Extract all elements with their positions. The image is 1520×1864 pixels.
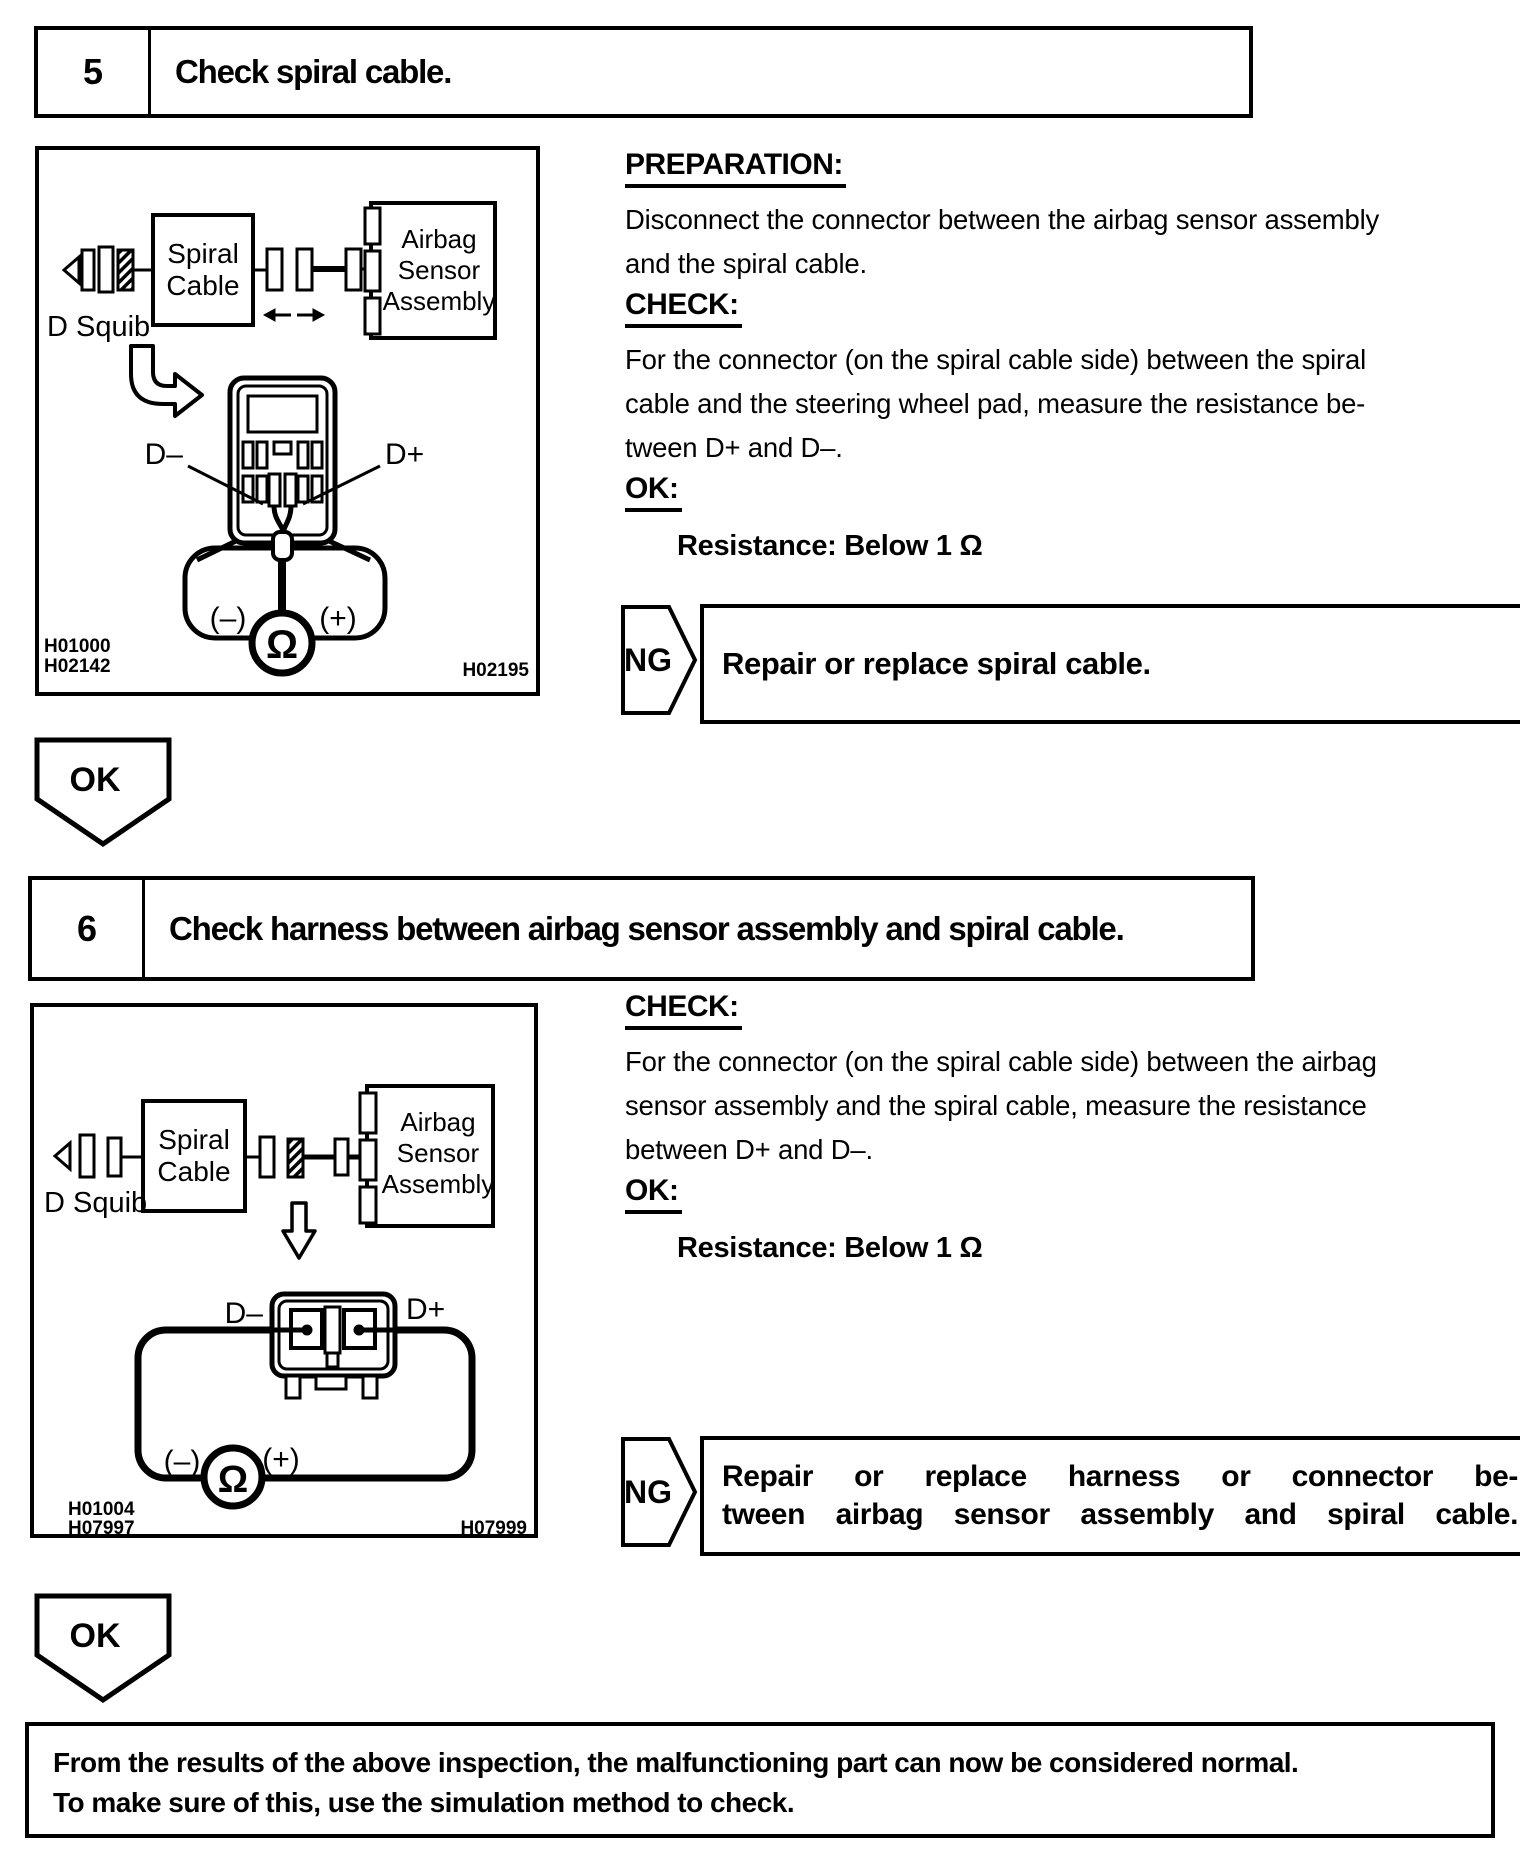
- measure-point-hatch: [118, 250, 133, 290]
- conclusion-box: [25, 1722, 1495, 1838]
- ng-label: NG: [624, 642, 672, 678]
- step6-diagram: [30, 1003, 538, 1538]
- step5-number: 5: [38, 30, 151, 114]
- spiral-cable-connector-face: [272, 1294, 395, 1398]
- step5-ng-action-box: [700, 604, 1520, 724]
- airbag-sensor-assembly-label: Airbag: [400, 1107, 476, 1137]
- airbag-sensor-assembly-label: Airbag: [401, 224, 477, 254]
- probe-plus-label: (+): [319, 602, 357, 635]
- preparation-label: PREPARATION:: [625, 148, 846, 188]
- measure-point-hatch: [288, 1139, 303, 1177]
- figure-code: H01000: [44, 636, 111, 657]
- d-plus-terminal: [285, 474, 296, 506]
- d-squib-label: D Squib: [47, 311, 151, 343]
- step5-diagram: [35, 146, 540, 698]
- d-squib-label: D Squib: [44, 1187, 148, 1219]
- step5-ok-connector: [33, 736, 173, 851]
- figure-code: H02142: [44, 656, 111, 677]
- figure-code: H07999: [460, 1518, 527, 1538]
- text-line: and the spiral cable.: [625, 248, 867, 279]
- step6-instructions: [625, 988, 1510, 1265]
- spiral-cable-label: Spiral: [167, 238, 239, 269]
- svg-text:Sensor: Sensor: [397, 255, 481, 285]
- step5-title: Check spiral cable.: [175, 53, 452, 90]
- ok-label: OK:: [625, 1174, 682, 1214]
- ok-spec-value: Resistance: Below 1 Ω: [677, 1232, 983, 1264]
- figure-code: H01004: [68, 1499, 135, 1520]
- ng-action-text: Repair or replace harness or connector be-: [722, 1460, 1518, 1493]
- ng-label: NG: [624, 1474, 672, 1510]
- step5-ng-arrow: [620, 604, 698, 716]
- check-label: CHECK:: [625, 288, 742, 328]
- text-line: between D+ and D–.: [625, 1134, 873, 1165]
- step6-title: Check harness between airbag sensor assembly and spiral cable.: [169, 909, 1124, 947]
- step6-ng-action-box: [700, 1436, 1520, 1556]
- ok-label: OK:: [625, 472, 682, 512]
- d-minus-terminal: [269, 474, 280, 506]
- d-minus-probe-point: [302, 1325, 313, 1336]
- d-minus-label: D–: [224, 1297, 263, 1330]
- step5-header: [34, 26, 1253, 118]
- svg-text:Cable: Cable: [157, 1156, 231, 1187]
- step6-ng-arrow: [620, 1436, 698, 1548]
- svg-text:Assembly: Assembly: [381, 1169, 495, 1199]
- spiral-cable-label: Spiral: [158, 1124, 230, 1155]
- probe-minus-label: (–): [163, 1445, 201, 1478]
- step5-instructions: [625, 146, 1510, 563]
- d-plus-label: D+: [385, 438, 425, 471]
- text-line: tween D+ and D–.: [625, 432, 843, 463]
- check-label: CHECK:: [625, 990, 742, 1030]
- conclusion-text: From the results of the above inspection, the malfunctioning part can now be considered normal.: [53, 1747, 1299, 1778]
- text-line: cable and the steering wheel pad, measure the resistance be-: [625, 388, 1366, 419]
- text-line: For the connector (on the spiral cable side) between the airbag: [625, 1046, 1377, 1077]
- svg-text:Cable: Cable: [166, 270, 240, 301]
- svg-text:Sensor: Sensor: [396, 1138, 480, 1168]
- d-plus-label: D+: [406, 1293, 446, 1326]
- svg-text:Assembly: Assembly: [382, 286, 496, 316]
- figure-code: H02195: [462, 660, 529, 681]
- ok-label: OK: [69, 761, 121, 799]
- wire-sheath: [273, 532, 292, 560]
- conclusion-text: To make sure of this, use the simulation method to check.: [53, 1787, 795, 1818]
- step6-header: [28, 876, 1255, 981]
- ng-action-text: Repair or replace spiral cable.: [722, 646, 1151, 681]
- d-minus-label: D–: [144, 438, 183, 471]
- step6-ok-connector: [33, 1592, 173, 1707]
- text-line: Disconnect the connector between the airbag sensor assembly: [625, 204, 1380, 235]
- step6-number: 6: [32, 880, 145, 977]
- spiral-cable-connector-face: [230, 378, 335, 543]
- text-line: For the connector (on the spiral cable side) between the spiral: [625, 344, 1367, 375]
- probe-minus-label: (–): [209, 602, 247, 635]
- text-line: sensor assembly and the spiral cable, measure the resistance: [625, 1090, 1367, 1121]
- ok-spec-value: Resistance: Below 1 Ω: [677, 530, 983, 562]
- ohm-symbol: Ω: [217, 1459, 249, 1501]
- ok-label: OK: [69, 1617, 121, 1655]
- probe-plus-label: (+): [262, 1443, 300, 1476]
- ohm-symbol: Ω: [265, 623, 299, 667]
- ng-action-text: tween airbag sensor assembly and spiral cable.: [722, 1498, 1518, 1531]
- d-plus-probe-point: [354, 1325, 365, 1336]
- figure-code: H07997: [68, 1518, 135, 1538]
